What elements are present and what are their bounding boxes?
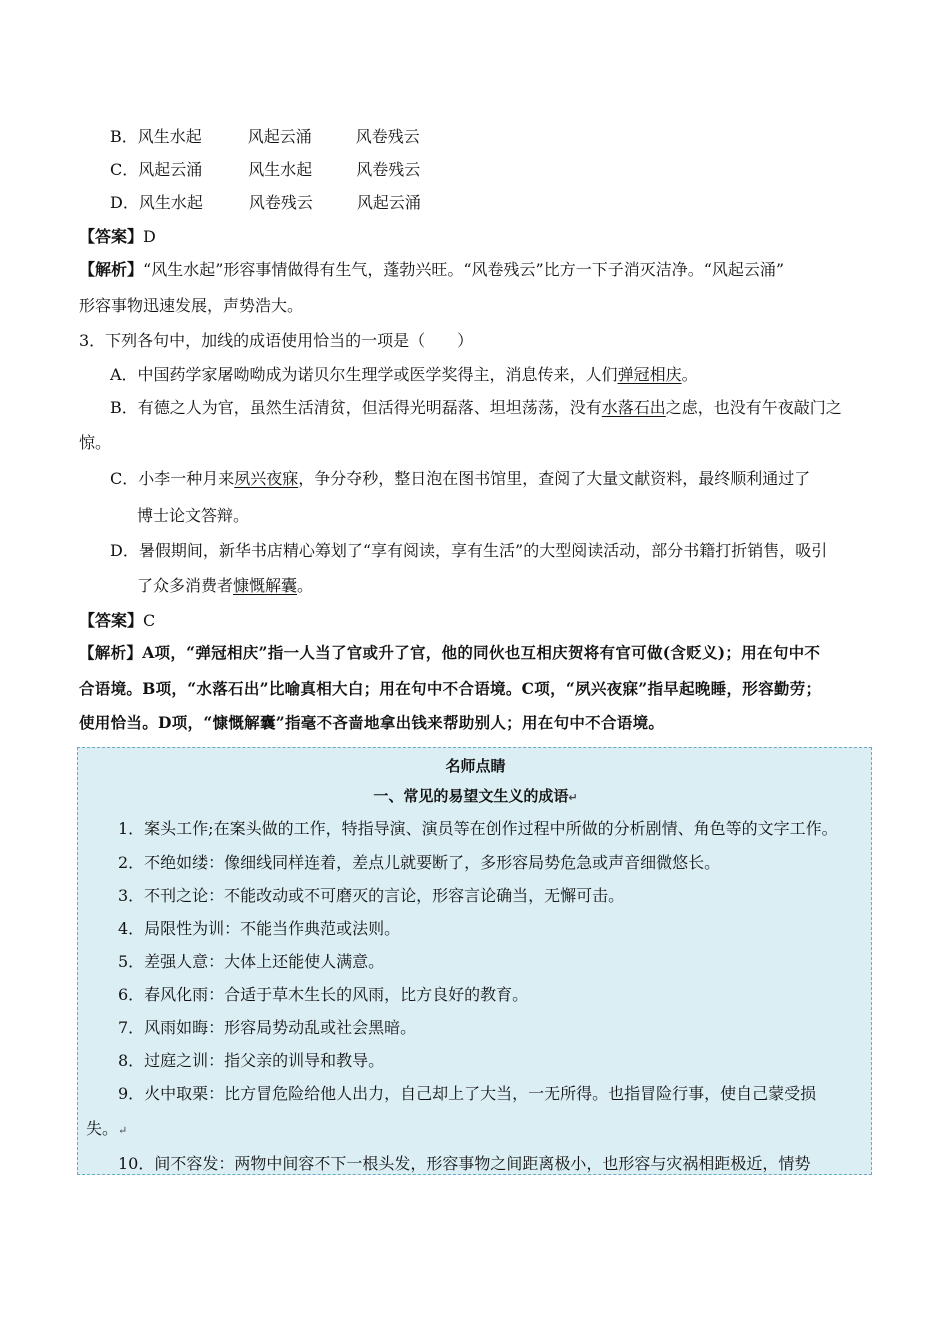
tip-item: 9．火中取栗：比方冒危险给他人出力，自己却上了大当，一无所得。也指冒险行事，使自己蒙受损 bbox=[118, 1084, 817, 1103]
option-item: 风卷残云 bbox=[356, 160, 421, 179]
option-item: 风生水起 bbox=[137, 127, 202, 146]
analysis-tag: 【解析】 bbox=[79, 644, 143, 662]
tips-subtitle-text: 一、常见的易望文生义的成语 bbox=[373, 787, 569, 805]
q3-option-c-cont: 博士论文答辩。 bbox=[137, 506, 250, 525]
q3-option-d: D．暑假期间，新华书店精心筹划了“享有阅读，享有生活”的大型阅读活动，部分书籍打折销售，吸引 bbox=[110, 541, 828, 560]
q3-option-b-cont: 惊。 bbox=[79, 433, 112, 452]
answer-tag: 【答案】 bbox=[79, 227, 144, 246]
tip-item: 6．春风化雨：合适于草木生长的风雨，比方良好的教育。 bbox=[118, 985, 529, 1004]
option-text: 。 bbox=[681, 365, 698, 384]
option-text: ，争分夺秒，整日泡在图书馆里，查阅了大量文献资料，最终顺利通过了 bbox=[298, 469, 811, 488]
q3-stem: 3．下列各句中，加线的成语使用恰当的一项是（ ） bbox=[79, 331, 474, 350]
paragraph-mark-icon: ↵ bbox=[568, 791, 578, 804]
q3-option-c bbox=[110, 469, 810, 489]
option-item: 风起云涌 bbox=[356, 193, 421, 212]
q3-analysis-line1 bbox=[79, 643, 820, 663]
option-item: 风生水起 bbox=[248, 160, 313, 179]
option-b bbox=[110, 127, 420, 147]
analysis-text: “风生水起”形容事情做得有生气，蓬勃兴旺。“风卷残云”比方一下子消灭洁净。“风起云涌” bbox=[143, 260, 785, 279]
tip-item-text: 失。 bbox=[86, 1119, 119, 1138]
option-text: B．有德之人为官，虽然生活清贫，但活得光明磊落、坦坦荡荡，没有 bbox=[110, 398, 602, 417]
q3-option-a bbox=[110, 365, 698, 385]
option-c bbox=[110, 160, 420, 180]
option-label: D． bbox=[110, 193, 139, 212]
option-item: 风起云涌 bbox=[138, 160, 203, 179]
underlined-idiom: 慷慨解囊 bbox=[233, 576, 298, 595]
answer-value: D bbox=[143, 227, 156, 246]
underlined-idiom: 夙兴夜寐 bbox=[234, 469, 299, 488]
tip-item-cont bbox=[86, 1119, 127, 1141]
answer-tag: 【答案】 bbox=[79, 611, 144, 630]
tip-item: 3．不刊之论：不能改动或不可磨灭的言论，形容言论确当，无懈可击。 bbox=[118, 886, 625, 905]
option-text: 。 bbox=[297, 576, 314, 595]
tips-box bbox=[77, 747, 872, 1175]
q3-analysis-line3: 使用恰当。D项，“慷慨解囊”指毫不吝啬地拿出钱来帮助别人；用在句中不合语境。 bbox=[79, 713, 665, 732]
q3-analysis-line2: 合语境。B项，“水落石出”比喻真相大白；用在句中不合语境。C项，“夙兴夜寐”指早起晚睡，形容勤劳； bbox=[79, 679, 822, 698]
tip-item: 1．案头工作;在案头做的工作，特指导演、演员等在创作过程中所做的分析剧情、角色等的文字工作。 bbox=[118, 819, 838, 838]
analysis-tag: 【解析】 bbox=[79, 260, 144, 279]
option-text: C．小李一种月来 bbox=[110, 469, 235, 488]
option-item: 风起云涌 bbox=[247, 127, 312, 146]
option-item: 风生水起 bbox=[138, 193, 203, 212]
paragraph-mark-icon: ↵ bbox=[118, 1124, 128, 1137]
option-label: B． bbox=[110, 127, 138, 146]
q3-option-b bbox=[110, 398, 842, 418]
tips-title: 名师点睛 bbox=[445, 757, 506, 775]
tip-item: 7．风雨如晦：形容局势动乱或社会黑暗。 bbox=[118, 1018, 417, 1037]
tip-item: 8．过庭之训：指父亲的训导和教导。 bbox=[118, 1051, 385, 1070]
q3-answer bbox=[79, 611, 155, 631]
analysis-text: A项，“弹冠相庆”指一人当了官或升了官，他的同伙也互相庆贺将有官可做(含贬义)；用在句中不 bbox=[142, 643, 821, 662]
option-text: A．中国药学家屠呦呦成为诺贝尔生理学或医学奖得主，消息传来，人们 bbox=[110, 365, 618, 384]
option-item: 风卷残云 bbox=[248, 193, 313, 212]
q3-option-d-cont bbox=[137, 576, 313, 596]
option-item: 风卷残云 bbox=[355, 127, 420, 146]
tip-item: 2．不绝如缕：像细线同样连着，差点儿就要断了，多形容局势危急或声音细微悠长。 bbox=[118, 853, 721, 872]
option-d bbox=[110, 193, 421, 213]
underlined-idiom: 水落石出 bbox=[601, 398, 666, 417]
tips-subtitle bbox=[78, 786, 873, 808]
tip-item: 5．差强人意：大体上还能使人满意。 bbox=[118, 952, 385, 971]
option-text: 之虑，也没有午夜敲门之 bbox=[665, 398, 842, 417]
option-text: 了众多消费者 bbox=[137, 576, 234, 595]
underlined-idiom: 弹冠相庆 bbox=[617, 365, 682, 384]
tip-item: 4．局限性为训：不能当作典范或法则。 bbox=[118, 919, 401, 938]
tip-item: 10．间不容发：两物中间容不下一根头发，形容事物之间距离极小，也形容与灾祸相距极近，情势 bbox=[118, 1154, 811, 1173]
q2-analysis-line1 bbox=[79, 260, 784, 280]
answer-value: C bbox=[143, 611, 156, 630]
q2-answer bbox=[79, 227, 156, 247]
option-label: C． bbox=[110, 160, 139, 179]
q2-analysis-line2: 形容事物迅速发展，声势浩大。 bbox=[79, 296, 304, 315]
